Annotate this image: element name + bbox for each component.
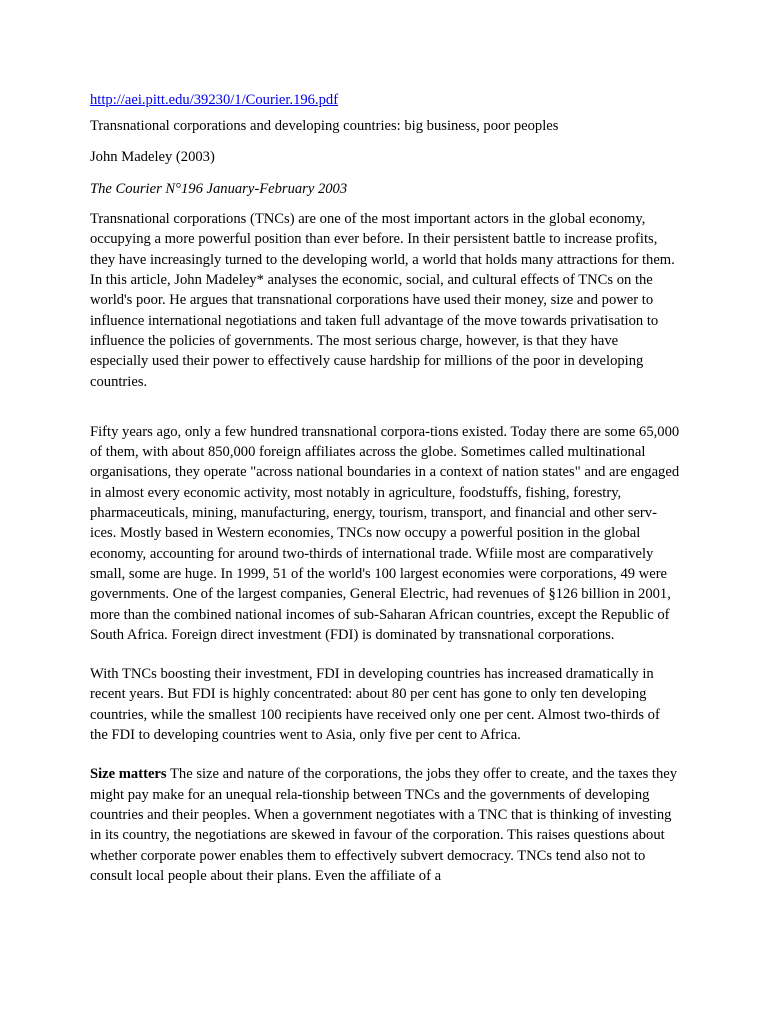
source-link[interactable]: http://aei.pitt.edu/39230/1/Courier.196.pdf — [90, 92, 339, 108]
size-matters-text: The size and nature of the corporations, the jobs they offer to create, and the taxes they might pay make for an unequal rela-tionship between TNCs and the governments of developing countries and their peoples. When a government negotiates with a TNC that is thinking of investing in its country, the negotiations are skewed in favour of the corporation. This raises questions about whether corporate power enables them to effectively subvert democracy. TNCs tend also not to consult local people about their plans. Even the affiliate of a — [90, 766, 678, 884]
body-paragraph: Fifty years ago, only a few hundred transnational corpora-tions existed. Today there are some 65,000 of them, with about 850,000 foreign affiliates across the globe. Sometimes called multinational organisations, they operate "across national boundaries in a context of nation states" and are engaged in almost every economic activity, most notably in agriculture, foodstuffs, fishing, forestry, pharmaceuticals, mining, manufacturing, energy, tourism, transport, and financial and other serv-ices. Mostly based in Western economies, TNCs now occupy a powerful position in the global economy, accounting for around two-thirds of international trade. Wfiile most are comparatively small, some are huge. In 1999, 51 of the world's 100 largest economies were corporations, 49 were governments. One of the largest companies, General Electric, had revenues of §126 billion in 2001, more than the combined national incomes of sub-Saharan African countries, except the Republic of South Africa. Foreign direct investment (FDI) is dominated by transnational corporations. — [90, 423, 680, 643]
intro-paragraph: Transnational corporations (TNCs) are one of the most important actors in the global economy, occupying a more powerful position than ever before. In their persistent battle to increase profits, they have increasingly turned to the developing world, a world that holds many attractions for them. In this article, John Madeley* analyses the economic, social, and cultural effects of TNCs on the world's poor. He argues that transnational corporations have used their money, size and power to influence international negotiations and taken full advantage of the move towards privatisation to influence the policies of governments. The most serious charge, however, is that they have especially used their power to effectively cause hardship for millions of the poor in developing countries. — [90, 211, 675, 390]
publication-source: The Courier N°196 January-February 2003 — [90, 180, 348, 197]
source-link-line — [90, 90, 680, 110]
size-matters-paragraph — [90, 764, 680, 886]
document-author: John Madeley (2003) — [90, 148, 215, 165]
document-page — [90, 90, 680, 886]
size-matters-heading: Size matters — [90, 766, 167, 783]
document-title: Transnational corporations and developing countries: big business, poor peoples — [90, 118, 559, 135]
body-paragraph: With TNCs boosting their investment, FDI in developing countries has increased dramatically in recent years. But FDI is highly concentrated: about 80 per cent has gone to only ten developing countries, while the smallest 100 recipients have received only one per cent. Almost two-thirds of the FDI to developing countries went to Asia, only five per cent to Africa. — [90, 666, 660, 744]
